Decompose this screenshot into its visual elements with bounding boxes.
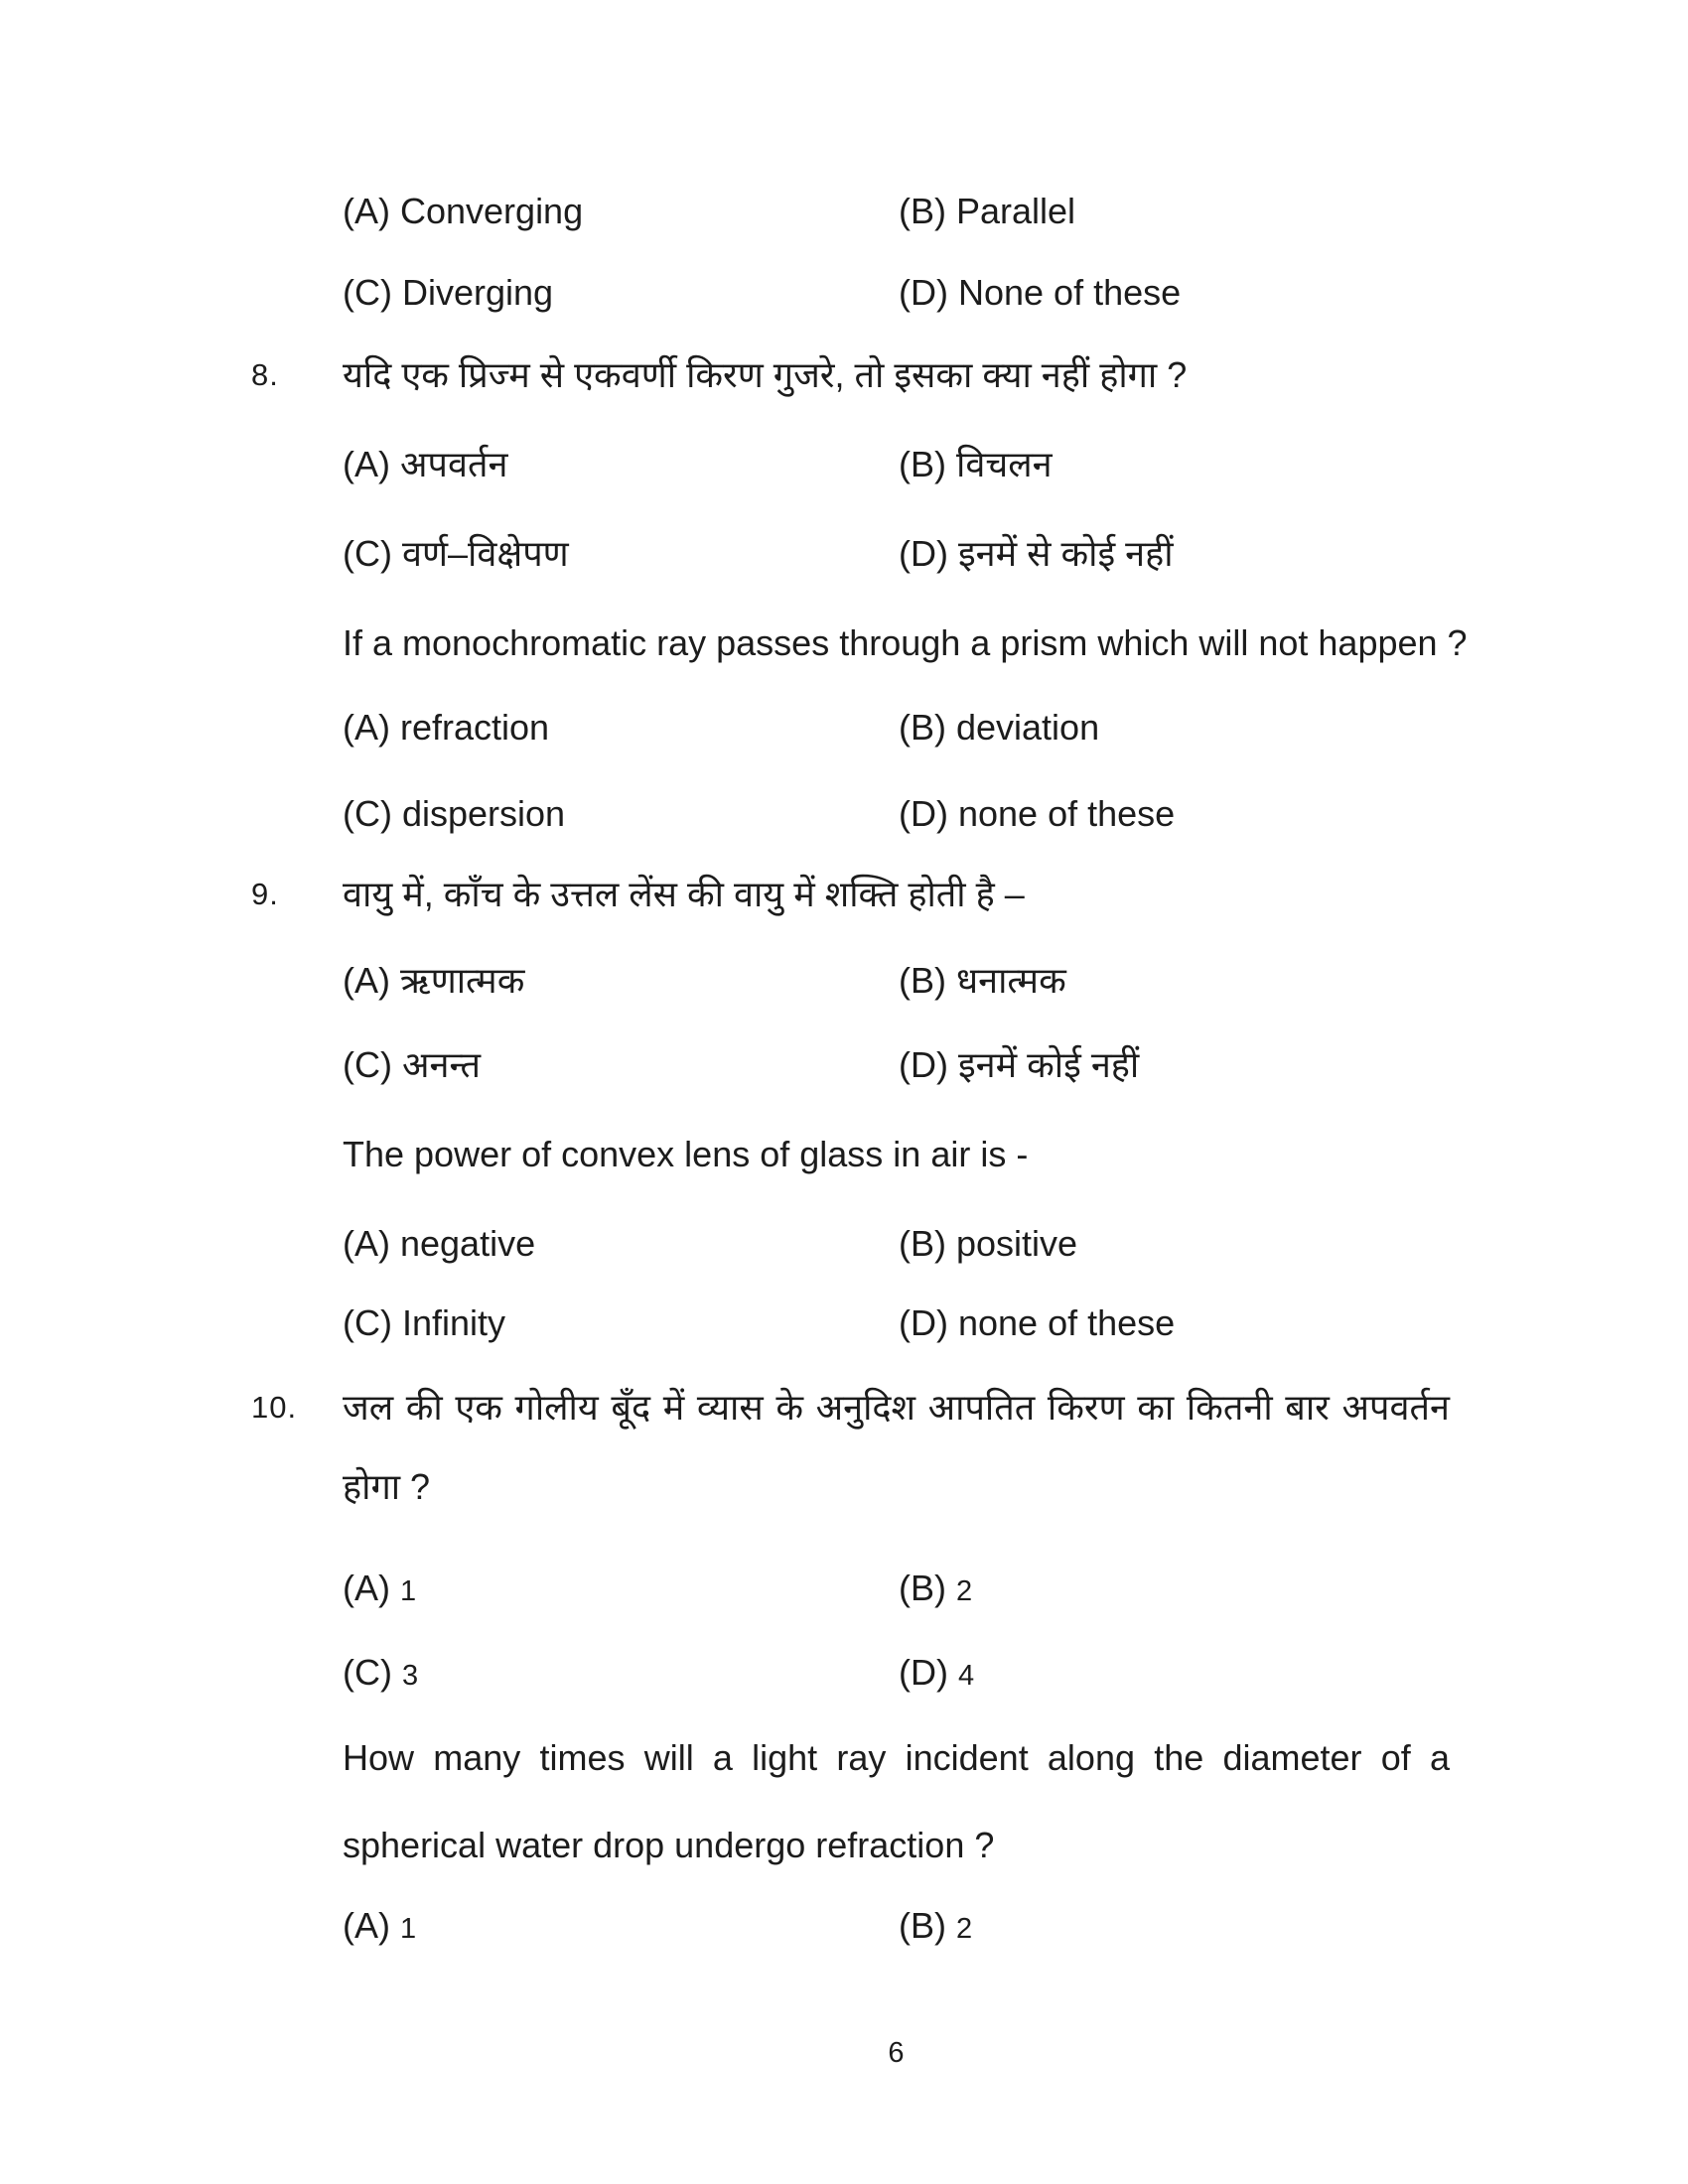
option-d: (D) none of these	[899, 793, 1176, 834]
option-b: (B) deviation	[899, 707, 1100, 748]
q9-english-options-row-1	[343, 1223, 1450, 1264]
question-10-number: 10.	[251, 1390, 298, 1425]
q9-hindi-options-row-1	[343, 960, 1450, 1001]
option-b: (B) विचलन	[899, 444, 1053, 484]
q9-hindi-options-row-2	[343, 1044, 1450, 1085]
q8-hindi-options-row-2	[343, 533, 1450, 574]
question-10-hindi-line-2	[343, 1466, 1450, 1507]
question-8-hindi	[251, 354, 1450, 395]
option-c: (C) Diverging	[343, 272, 554, 313]
q10-hindi-options-row-2	[343, 1652, 1450, 1693]
option-d: (D) None of these	[899, 272, 1182, 313]
option-d: (D) इनमें कोई नहीं	[899, 1044, 1140, 1085]
option-b: (B) 2	[899, 1568, 973, 1608]
question-9-number: 9.	[251, 877, 279, 911]
q8-english-options-row-2	[343, 793, 1450, 834]
option-d: (D) none of these	[899, 1302, 1176, 1343]
question-10-english-text-line-2: spherical water drop undergo refraction ?	[343, 1825, 995, 1865]
option-d: (D) 4	[899, 1652, 975, 1693]
question-8-hindi-text: यदि एक प्रिज्म से एकवर्णी किरण गुजरे, तो इसका क्या नहीं होगा ?	[343, 354, 1188, 395]
q9-english-options-row-2	[343, 1302, 1450, 1343]
question-10-hindi-text-line-2: होगा ?	[343, 1466, 431, 1507]
question-8-english	[343, 622, 1468, 663]
question-10-hindi-line-1	[251, 1387, 1450, 1428]
question-10-english-line-1	[343, 1737, 1450, 1778]
option-a: (A) अपवर्तन	[343, 444, 508, 484]
option-b: (B) 2	[899, 1905, 973, 1946]
question-9-english	[343, 1134, 1450, 1174]
question-10-english-text-line-1: How many times will a light ray incident along the diameter of a	[343, 1737, 1450, 1778]
q7-english-options-row-2	[343, 272, 1450, 313]
question-10-hindi-text-line-1: जल की एक गोलीय बूँद में व्यास के अनुदिश आपतित किरण का कितनी बार अपवर्तन	[343, 1387, 1450, 1428]
option-a: (A) Converging	[343, 191, 584, 231]
option-d: (D) इनमें से कोई नहीं	[899, 533, 1174, 574]
q8-hindi-options-row-1	[343, 444, 1450, 484]
option-a: (A) 1	[343, 1568, 417, 1608]
question-10-english-line-2	[343, 1825, 1450, 1865]
option-a: (A) ऋणात्मक	[343, 960, 525, 1001]
option-b: (B) Parallel	[899, 191, 1076, 231]
option-c: (C) अनन्त	[343, 1044, 482, 1085]
option-c: (C) 3	[343, 1652, 419, 1693]
question-9-hindi-text: वायु में, काँच के उत्तल लेंस की वायु में शक्ति होती है –	[343, 874, 1025, 914]
question-9-english-text: The power of convex lens of glass in air is -	[343, 1134, 1029, 1174]
q7-english-options-row-1	[343, 191, 1450, 231]
option-b: (B) positive	[899, 1223, 1078, 1264]
q8-english-options-row-1	[343, 707, 1450, 748]
option-c: (C) dispersion	[343, 793, 566, 834]
question-8-number: 8.	[251, 357, 279, 392]
option-c: (C) वर्ण–विक्षेपण	[343, 533, 569, 574]
option-a: (A) refraction	[343, 707, 550, 748]
question-8-english-text: If a monochromatic ray passes through a prism which will not happen ?	[343, 622, 1468, 663]
q10-hindi-options-row-1	[343, 1568, 1450, 1608]
question-9-hindi	[251, 874, 1450, 914]
option-a: (A) negative	[343, 1223, 536, 1264]
option-c: (C) Infinity	[343, 1302, 506, 1343]
page-number: 6	[888, 2037, 905, 2069]
q10-english-options-row-1	[343, 1905, 1450, 1946]
option-b: (B) धनात्मक	[899, 960, 1066, 1001]
option-a: (A) 1	[343, 1905, 417, 1946]
